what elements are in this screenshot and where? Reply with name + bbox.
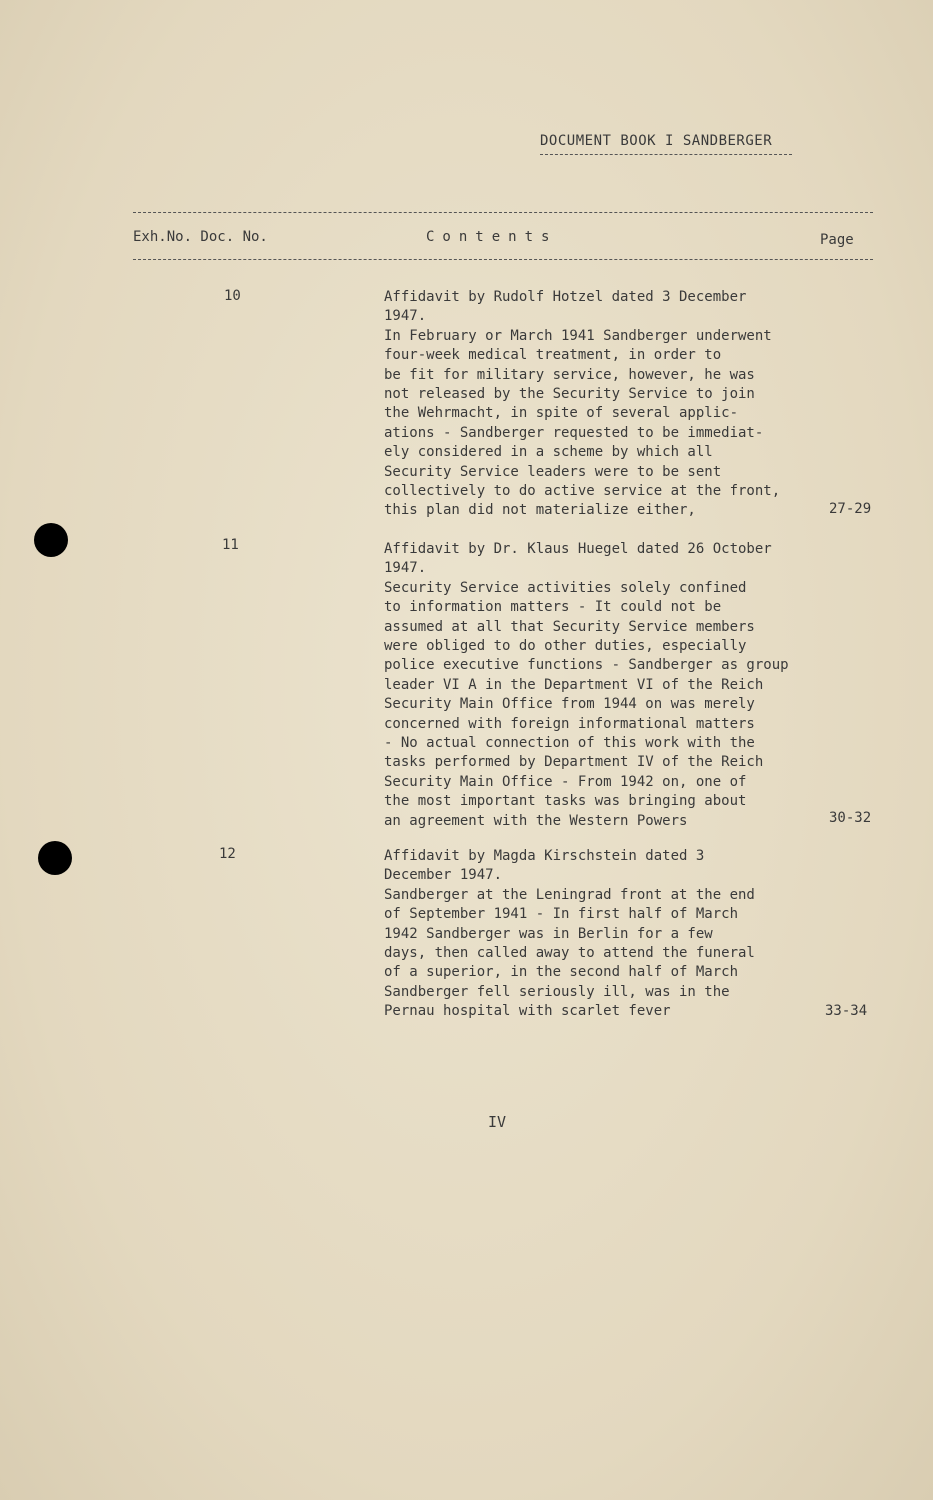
- entry-number: 10: [224, 288, 241, 304]
- entry-pages: 30-32: [829, 810, 872, 826]
- top-rule: [133, 212, 873, 213]
- entry-description: Affidavit by Rudolf Hotzel dated 3 December 1947. In February or March 1941 Sandberger underwent four-week medical treatment, in order to be fit for military service, however, he was not released by the Security Service to join the Wehrmacht, in spite of several applic- ations - Sandberger requested to be immediat- ely considered in a scheme by which all Security Service leaders were to be sent collectively to do active service at the front, this plan did not materialize either,: [384, 289, 781, 519]
- exh-doc-no-heading: Exh.No. Doc. No.: [133, 229, 268, 245]
- punch-hole: [34, 523, 68, 557]
- entry-description: Affidavit by Magda Kirschstein dated 3 December 1947. Sandberger at the Leningrad front at the end of September 1941 - In first half of March 1942 Sandberger was in Berlin for a few days, then called away to attend the funeral of a superior, in the second half of March Sandberger fell seriously ill, was in the Pernau hospital with scarlet fever: [384, 848, 755, 1020]
- contents-heading: Contents: [426, 229, 558, 245]
- entry-number: 11: [222, 537, 239, 553]
- entry-pages: 33-34: [825, 1003, 868, 1019]
- header-rule: [133, 259, 873, 260]
- page-heading: Page: [820, 232, 854, 248]
- punch-hole: [38, 841, 72, 875]
- title-underline: [540, 154, 792, 155]
- document-book-title: DOCUMENT BOOK I SANDBERGER: [540, 133, 773, 149]
- entry-pages: 27-29: [829, 501, 872, 517]
- entry-number: 12: [219, 846, 236, 862]
- entry-description: Affidavit by Dr. Klaus Huegel dated 26 October 1947. Security Service activities solely confined to information matters - It could not be assumed at all that Security Service members were obliged to do other duties, especially police executive functions - Sandberger as group leader VI A in the Department VI of the Reich Security Main Office from 1944 on was merely concerned with foreign informational matters - No actual connection of this work with the tasks performed by Department IV of the Reich Security Main Office - From 1942 on, one of the most important tasks was bringing about an agreement with the Western Powers: [384, 541, 789, 829]
- page-number: IV: [488, 1113, 507, 1131]
